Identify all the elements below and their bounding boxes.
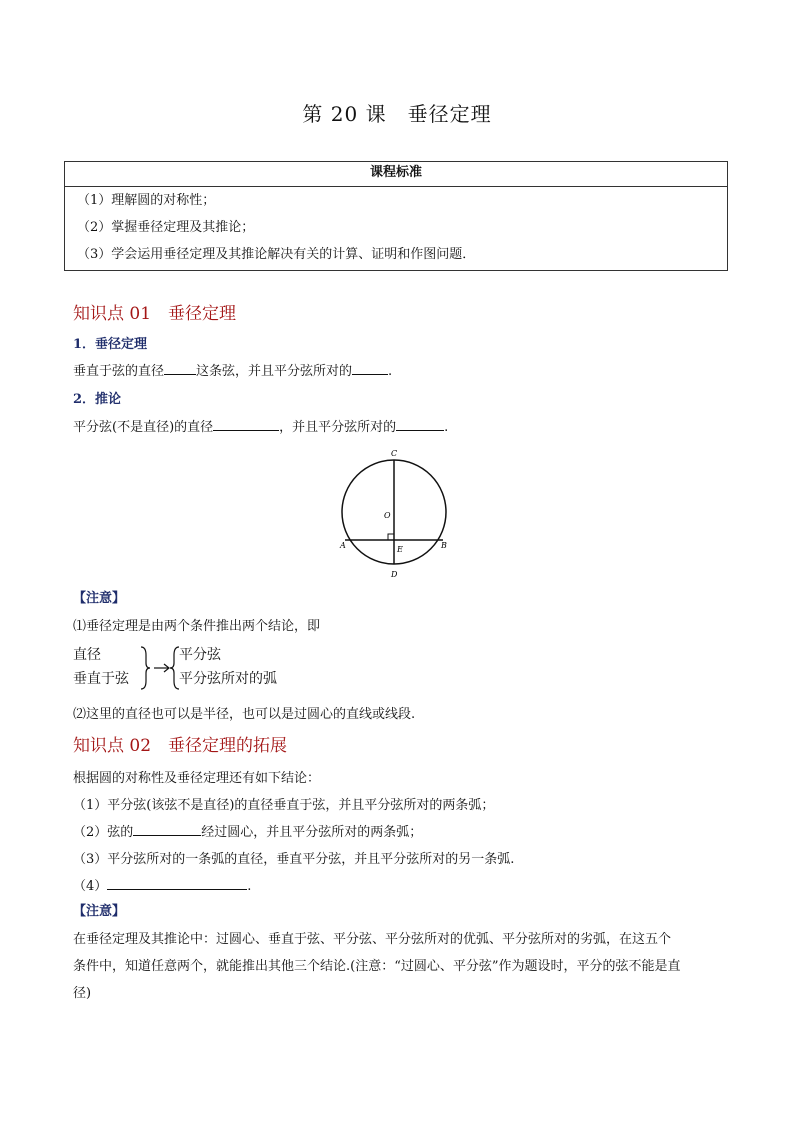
- course-standard-heading: 课程标准: [65, 162, 727, 187]
- note-title-1: 【注意】: [73, 591, 126, 606]
- conclusion-2-text-a: （2）弦的: [73, 825, 134, 840]
- label-o: O: [384, 511, 391, 520]
- standard-item-3: （3）学会运用垂径定理及其推论解决有关的计算、证明和作图问题．: [77, 247, 476, 262]
- corollary-statement: [73, 416, 448, 435]
- condition-perpendicular: 垂直于弦: [73, 671, 129, 687]
- answer-blank[interactable]: [396, 418, 444, 431]
- circle-diagram: [330, 445, 460, 585]
- theorem-text-end: .: [388, 364, 393, 379]
- label-e: E: [397, 545, 403, 554]
- corollary-text-a: 平分弦(不是直径)的直径: [73, 420, 214, 435]
- standard-item-1: （1）理解圆的对称性；: [77, 193, 216, 208]
- condition-diameter: 直径: [73, 647, 101, 663]
- result-bisect-chord: 平分弦: [179, 647, 221, 663]
- knowledge-point-2-title: 知识点 02 垂径定理的拓展: [73, 736, 288, 756]
- answer-blank[interactable]: [164, 362, 196, 375]
- conclusion-4-label: （4）: [73, 879, 108, 894]
- conclusion-1: （1）平分弦(该弦不是直径)的直径垂直于弦，并且平分弦所对的两条弧；: [73, 798, 495, 813]
- note-paragraph-line-2: 条件中，知道任意两个，就能推出其他三个结论.(注意：“过圆心、平分弦”作为题设时，平分的弦不能是直: [73, 959, 681, 974]
- extension-intro: 根据圆的对称性及垂径定理还有如下结论：: [73, 771, 321, 786]
- result-bisect-arc: 平分弦所对的弧: [179, 671, 277, 687]
- standard-item-2: （2）掌握垂径定理及其推论；: [77, 220, 255, 235]
- corollary-text-b: ，并且平分弦所对的: [279, 420, 397, 435]
- theorem-text-a: 垂直于弦的直径: [73, 364, 165, 379]
- note-2-text: ⑵这里的直径也可以是半径，也可以是过圆心的直线或线段.: [73, 707, 416, 722]
- corollary-text-end: .: [444, 420, 449, 435]
- section-1-title: 1．垂径定理: [73, 337, 148, 352]
- conclusion-2-text-b: 经过圆心，并且平分弦所对的两条弧；: [201, 825, 423, 840]
- implication-block: [73, 643, 313, 693]
- conclusion-4-end: .: [247, 879, 252, 894]
- page-title: 第 20 课 垂径定理: [302, 102, 492, 126]
- answer-blank[interactable]: [352, 362, 388, 375]
- theorem-statement: [73, 360, 392, 379]
- course-standard-box: [64, 161, 728, 271]
- label-b: B: [441, 541, 447, 550]
- theorem-text-b: 这条弦，并且平分弦所对的: [196, 364, 353, 379]
- implication-arrow-icon: [137, 643, 181, 693]
- label-a: A: [340, 541, 346, 550]
- label-c: C: [391, 449, 398, 458]
- note-paragraph-line-1: 在垂径定理及其推论中：过圆心、垂直于弦、平分弦、平分弦所对的优弧、平分弦所对的劣弧，在这五个: [73, 932, 672, 947]
- section-2-title: 2．推论: [73, 392, 122, 407]
- note-paragraph-line-3: 径): [73, 986, 92, 1001]
- knowledge-point-1-title: 知识点 01 垂径定理: [73, 304, 237, 324]
- conclusion-4: [73, 875, 251, 894]
- conclusion-2: [73, 821, 422, 840]
- conclusion-3: （3）平分弦所对的一条弧的直径，垂直平分弦，并且平分弦所对的另一条弧.: [73, 852, 515, 867]
- label-d: D: [391, 570, 398, 579]
- answer-blank[interactable]: [213, 418, 279, 431]
- answer-blank[interactable]: [133, 823, 201, 836]
- note-title-2: 【注意】: [73, 904, 126, 919]
- note-1-text: ⑴垂径定理是由两个条件推出两个结论，即: [73, 619, 321, 634]
- right-angle-mark: [388, 534, 394, 540]
- answer-blank[interactable]: [107, 877, 247, 890]
